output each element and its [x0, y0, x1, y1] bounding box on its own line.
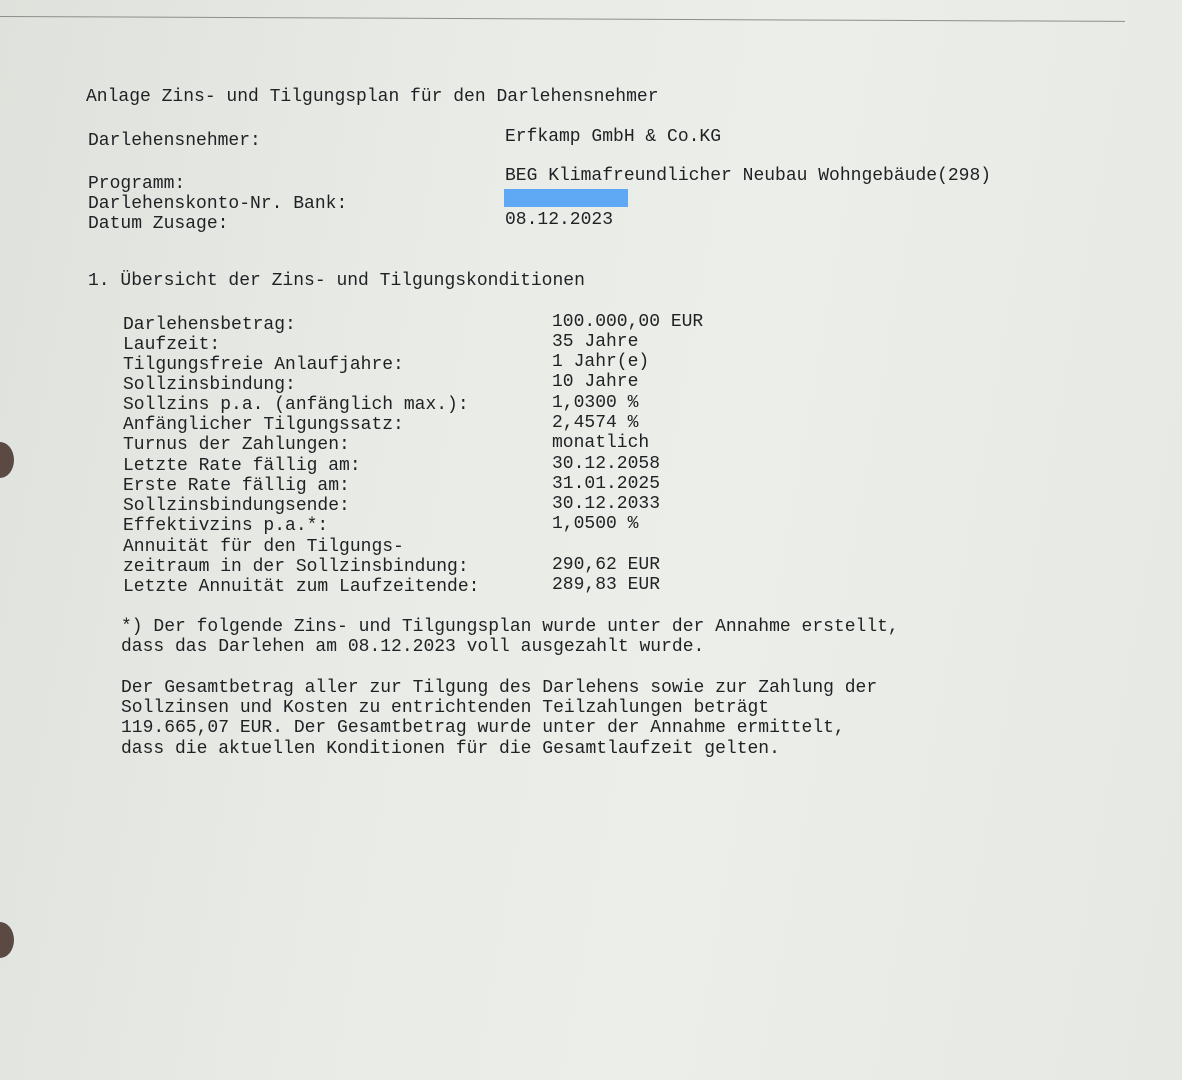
condition-label: Laufzeit: [123, 335, 221, 355]
condition-value: 30.12.2058 [552, 454, 661, 474]
footnote-line: *) Der folgende Zins- und Tilgungsplan wurde unter der Annahme erstellt, [121, 617, 899, 637]
condition-value: 100.000,00 EUR [552, 312, 704, 332]
condition-label: Letzte Rate fällig am: [123, 456, 361, 476]
condition-value: 1 Jahr(e) [552, 352, 650, 372]
section-heading: 1. Übersicht der Zins- und Tilgungskonditionen [88, 271, 585, 291]
date-label: Datum Zusage: [88, 214, 229, 234]
program-label: Programm: [88, 174, 186, 194]
document-title: Anlage Zins- und Tilgungsplan für den Darlehensnehmer [86, 87, 659, 107]
condition-label: Anfänglicher Tilgungssatz: [123, 415, 404, 435]
date-value: 08.12.2023 [505, 210, 614, 230]
condition-label: Erste Rate fällig am: [123, 476, 350, 496]
condition-value: 30.12.2033 [552, 494, 661, 514]
condition-label: Tilgungsfreie Anlaufjahre: [123, 355, 404, 375]
total-line: Sollzinsen und Kosten zu entrichtenden Teilzahlungen beträgt [121, 698, 770, 718]
program-value: BEG Klimafreundlicher Neubau Wohngebäude(298) [505, 166, 992, 186]
punch-hole [0, 922, 14, 958]
condition-label: Sollzinsbindung: [123, 375, 296, 395]
condition-value: 2,4574 % [552, 413, 639, 433]
condition-label: Letzte Annuität zum Laufzeitende: [123, 577, 480, 597]
total-line: 119.665,07 EUR. Der Gesamtbetrag wurde unter der Annahme ermittelt, [121, 718, 845, 738]
condition-value: 1,0500 % [552, 514, 639, 534]
borrower-value: Erfkamp GmbH & Co.KG [505, 127, 722, 147]
condition-label: Sollzinsbindungsende: [123, 496, 350, 516]
condition-label: Darlehensbetrag: [123, 315, 296, 335]
page-edge-line [0, 16, 1125, 22]
condition-label: Annuität für den Tilgungs- [123, 537, 404, 557]
account-label: Darlehenskonto-Nr. Bank: [88, 194, 348, 214]
punch-hole [0, 442, 14, 478]
condition-value: monatlich [552, 433, 650, 453]
redaction-box [504, 189, 628, 207]
condition-label: zeitraum in der Sollzinsbindung: [123, 557, 469, 577]
borrower-label: Darlehensnehmer: [88, 131, 261, 151]
condition-value: 290,62 EUR [552, 555, 661, 575]
condition-label: Effektivzins p.a.*: [123, 516, 329, 536]
total-line: dass die aktuellen Konditionen für die Gesamtlaufzeit gelten. [121, 739, 780, 759]
condition-value: 10 Jahre [552, 372, 639, 392]
condition-label: Turnus der Zahlungen: [123, 435, 350, 455]
condition-value: 1,0300 % [552, 393, 639, 413]
footnote-line: dass das Darlehen am 08.12.2023 voll ausgezahlt wurde. [121, 637, 705, 657]
condition-value: 289,83 EUR [552, 575, 661, 595]
total-line: Der Gesamtbetrag aller zur Tilgung des Darlehens sowie zur Zahlung der [121, 678, 878, 698]
condition-value: 35 Jahre [552, 332, 639, 352]
condition-value: 31.01.2025 [552, 474, 661, 494]
condition-label: Sollzins p.a. (anfänglich max.): [123, 395, 469, 415]
